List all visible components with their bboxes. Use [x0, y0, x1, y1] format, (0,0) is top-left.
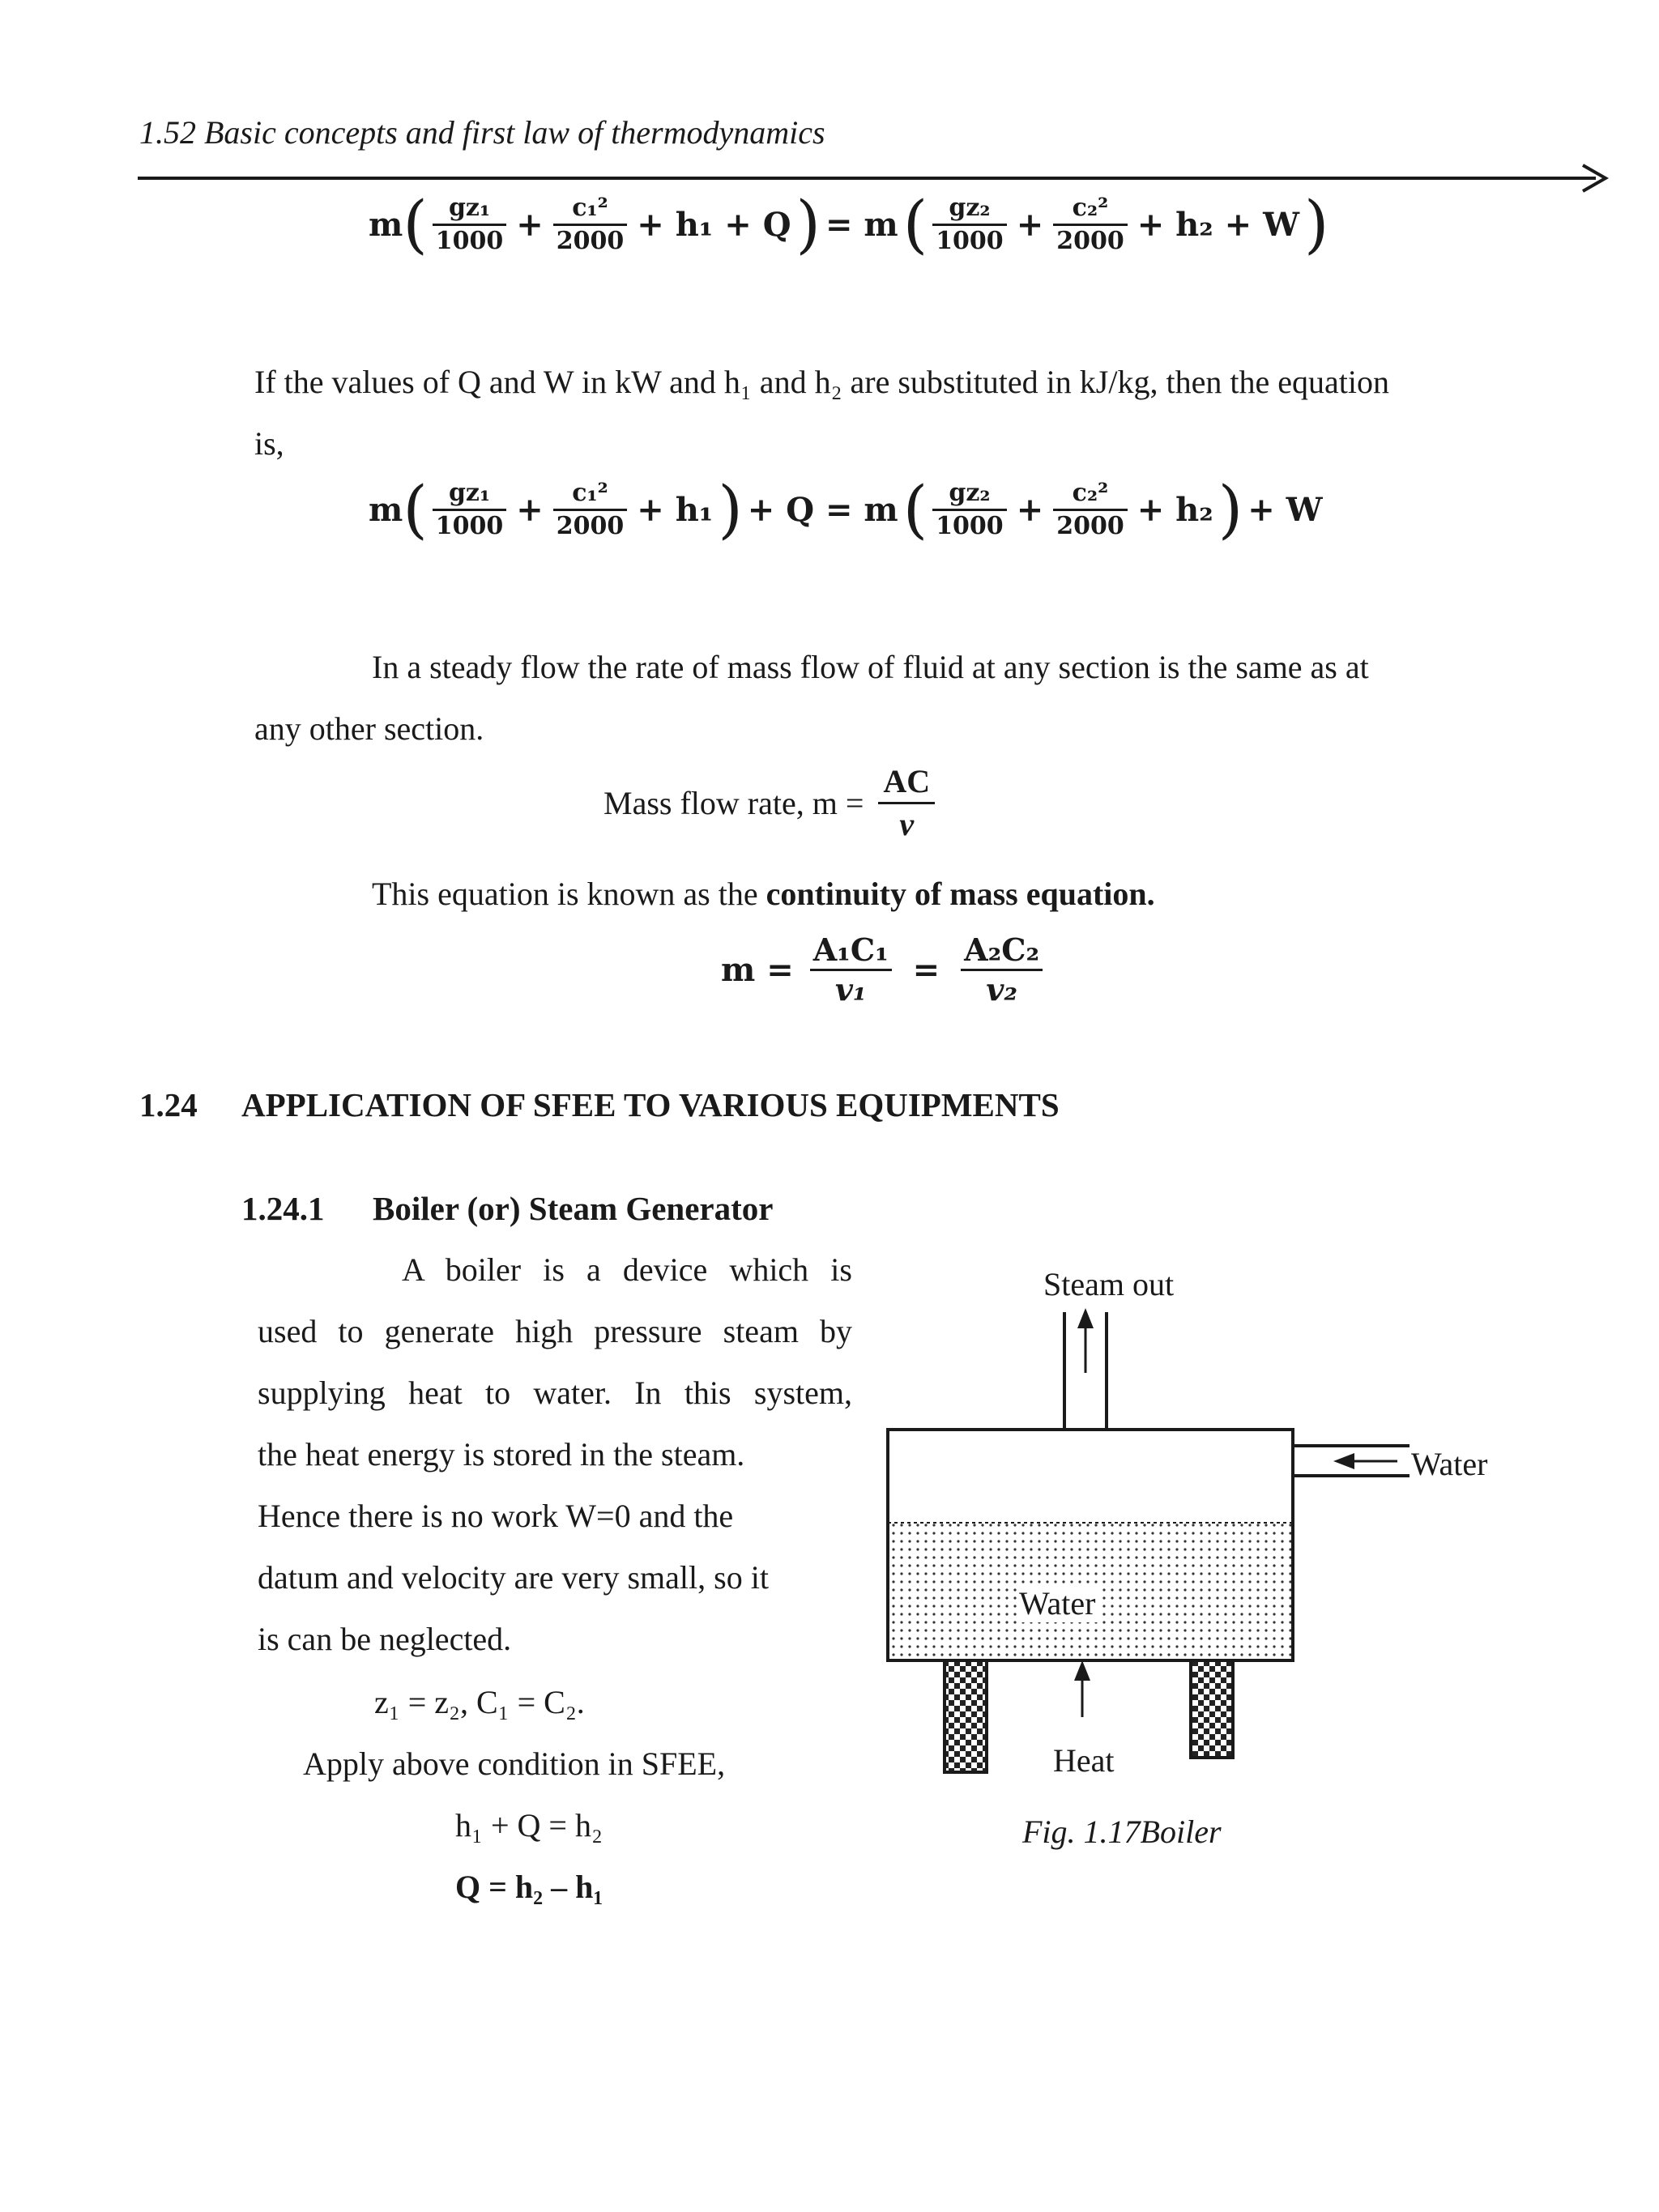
boiler-figure: [875, 1264, 1523, 1831]
boiler-line: used to generate high pressure steam by: [258, 1313, 852, 1349]
boiler-line: Hence there is no work W=0 and the: [258, 1498, 734, 1534]
sfee-equation-1: m( $\frac{\text{gz₁}}{1000}$ + $\frac{\text{c₁²}}{2000}$ + h₁ + Q) = m( $\frac{\text{gz₂}}{1000}$ + $\frac{\text{c₂²}}{2000}$ + h₂ + W): [369, 188, 1329, 262]
figure-caption: Fig. 1.17Boiler: [1022, 1813, 1222, 1850]
sfee-equation-2: m( $\frac{\text{gz₁}}{1000}$ + $\frac{\text{c₁²}}{2000}$ + h₁) + Q = m( $\frac{\text{gz₂}}{1000}$ + $\frac{\text{c₂²}}{2000}$ + h₂) + W: [369, 473, 1323, 547]
subsection-title: Boiler (or) Steam Generator: [373, 1190, 774, 1227]
result-equation-2: Q = h₂ – h₁: [455, 1869, 603, 1905]
heat-label: Heat: [1053, 1742, 1115, 1779]
header-arrow-icon: [1578, 162, 1610, 194]
section-number: 1.24: [139, 1086, 198, 1123]
result-equation-1: h₁ + Q = h₂: [455, 1807, 603, 1843]
subsection-number: 1.24.1: [241, 1190, 325, 1227]
apply-sentence: Apply above condition in SFEE,: [303, 1745, 726, 1782]
paragraph-steady-flow: In a steady flow the rate of mass flow of fluid at any section is the same as at any other section.: [254, 649, 1369, 747]
header-rule: [138, 177, 1596, 180]
running-header: 1.52 Basic concepts and first law of thermodynamics: [139, 114, 825, 151]
continuity-equation: m = $\frac{\text{A₁C₁}}{\text{v₁}}$ = $\frac{\text{A₂C₂}}{\text{v₂}}$: [721, 931, 1047, 1008]
boiler-line: is can be neglected.: [258, 1621, 512, 1657]
boiler-line: the heat energy is stored in the steam.: [258, 1436, 745, 1473]
boiler-description: [258, 1239, 852, 1670]
boiler-line: A boiler is a device which is: [402, 1251, 852, 1288]
water-inside-label: Water: [1019, 1585, 1096, 1622]
water-inlet-label: Water: [1411, 1446, 1488, 1482]
mass-flow-equation: Mass flow rate, m = $\frac{AC}{v}$: [603, 761, 935, 845]
boiler-line: datum and velocity are very small, so it: [258, 1559, 769, 1596]
section-title: APPLICATION OF SFEE TO VARIOUS EQUIPMENTS: [241, 1086, 1060, 1123]
continuity-sentence: This equation is known as the continuity of mass equation.: [372, 876, 1155, 912]
condition-equation: z₁ = z₂, C₁ = C₂.: [374, 1684, 585, 1720]
boiler-line: supplying heat to water. In this system,: [258, 1375, 852, 1411]
paragraph-substitution: If the values of Q and W in kW and h₁ and h₂ are substituted in kJ/kg, then the equation is,: [254, 364, 1389, 462]
steam-out-label: Steam out: [1043, 1266, 1175, 1302]
